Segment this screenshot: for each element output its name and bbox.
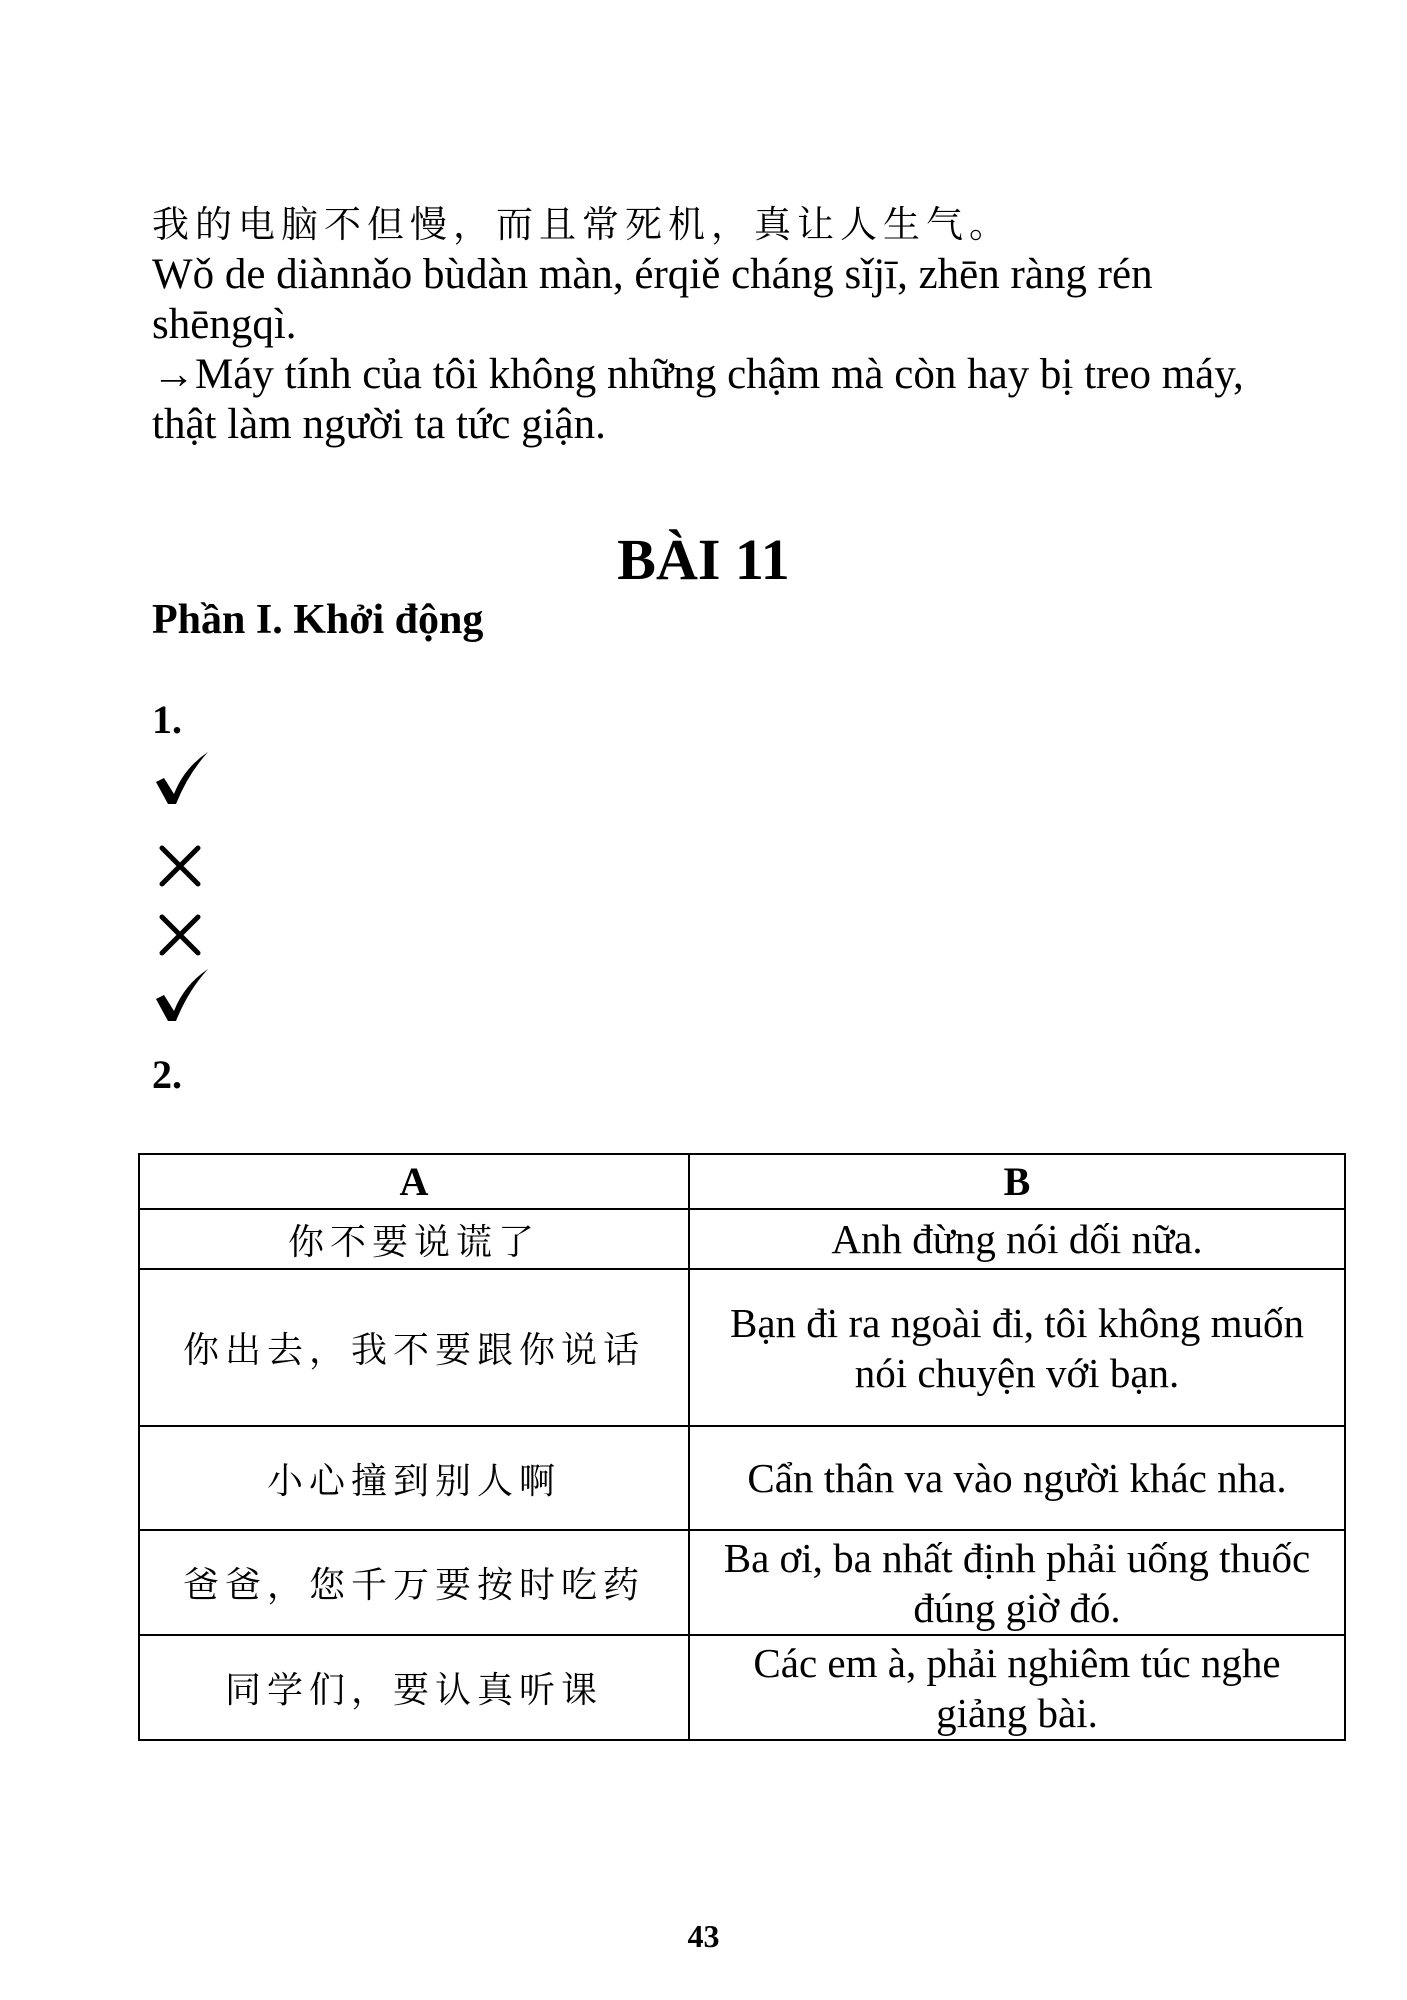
table-row	[139, 1209, 1345, 1269]
table-header-row	[139, 1154, 1345, 1209]
page-number: 43	[687, 1918, 720, 1954]
cell-chinese: 你出去，我不要跟你说话	[139, 1269, 689, 1426]
matching-table	[138, 1153, 1346, 1741]
cross-icon	[152, 905, 212, 965]
cell-vietnamese: Cẩn thân va vào người khác nha.	[689, 1426, 1345, 1530]
exercise2-number: 2.	[152, 1052, 182, 1097]
column-header-b: B	[689, 1154, 1345, 1209]
check-icon	[152, 748, 212, 808]
cell-vietnamese: Bạn đi ra ngoài đi, tôi không muốn nói chuyện với bạn.	[689, 1269, 1345, 1426]
cell-chinese: 爸爸，您千万要按时吃药	[139, 1530, 689, 1635]
table-row	[139, 1635, 1345, 1740]
intro-block	[152, 200, 1272, 450]
table-row	[139, 1530, 1345, 1635]
intro-chinese: 我的电脑不但慢，而且常死机，真让人生气。	[152, 203, 1012, 246]
check-icon	[152, 965, 212, 1025]
cell-chinese: 同学们，要认真听课	[139, 1635, 689, 1740]
column-header-a: A	[139, 1154, 689, 1209]
table-row	[139, 1426, 1345, 1530]
cross-icon	[152, 836, 212, 896]
cell-vietnamese: Anh đừng nói dối nữa.	[689, 1209, 1345, 1269]
intro-translation: →Máy tính của tôi không những chậm mà còn hay bị treo máy, thật làm người ta tức giận.	[152, 351, 1244, 448]
intro-pinyin: Wǒ de diànnǎo bùdàn màn, érqiě cháng sǐjī, zhēn ràng rén shēngqì.	[152, 251, 1153, 348]
table-row	[139, 1269, 1345, 1426]
cell-vietnamese: Ba ơi, ba nhất định phải uống thuốc đúng giờ đó.	[689, 1530, 1345, 1635]
lesson-title: BÀI 11	[617, 527, 790, 592]
exercise1-number: 1.	[152, 697, 182, 742]
cell-chinese: 你不要说谎了	[139, 1209, 689, 1269]
cell-chinese: 小心撞到别人啊	[139, 1426, 689, 1530]
cell-vietnamese: Các em à, phải nghiêm túc nghe giảng bài.	[689, 1635, 1345, 1740]
section-title: Phần I. Khởi động	[152, 597, 484, 643]
